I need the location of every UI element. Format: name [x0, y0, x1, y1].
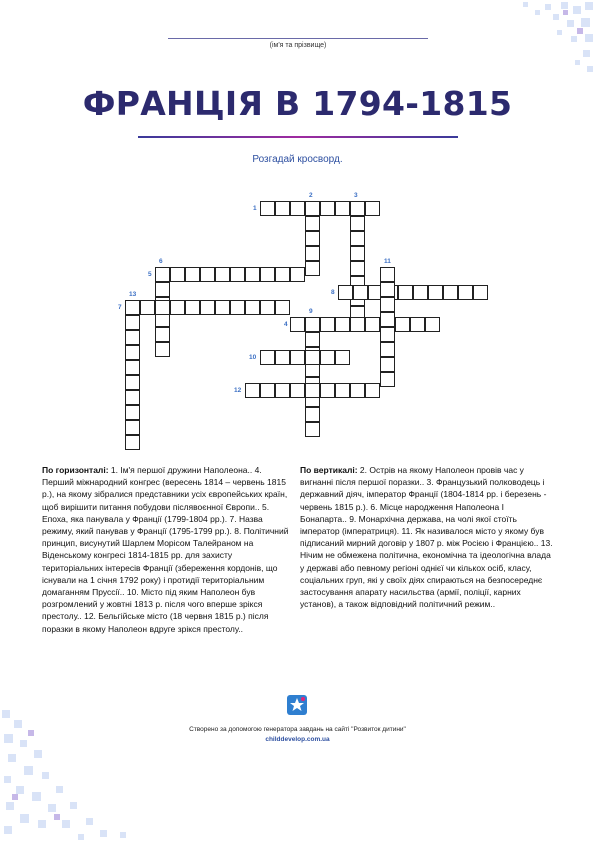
crossword-cell[interactable] [473, 285, 488, 300]
crossword-cell[interactable] [290, 350, 305, 365]
crossword-cell[interactable] [215, 267, 230, 282]
clue-number-2: 2 [309, 192, 313, 199]
crossword-cell[interactable] [290, 383, 305, 398]
crossword-cell[interactable] [380, 327, 395, 342]
crossword-cell[interactable] [350, 216, 365, 231]
crossword-cell[interactable] [305, 383, 320, 398]
crossword-cell[interactable] [185, 267, 200, 282]
crossword-cell[interactable] [155, 342, 170, 357]
crossword-cell[interactable] [335, 201, 350, 216]
crossword-cell[interactable] [365, 201, 380, 216]
crossword-cell[interactable] [305, 246, 320, 261]
crossword-cell[interactable] [380, 357, 395, 372]
crossword-cell[interactable] [428, 285, 443, 300]
crossword-cell[interactable] [275, 201, 290, 216]
crossword-cell[interactable] [125, 345, 140, 360]
crossword-cell[interactable] [350, 201, 365, 216]
crossword-cell[interactable] [458, 285, 473, 300]
crossword-cell[interactable] [305, 317, 320, 332]
crossword-cell[interactable] [200, 267, 215, 282]
crossword-cell[interactable] [380, 297, 395, 312]
crossword-cell[interactable] [305, 422, 320, 437]
crossword-cell[interactable] [125, 375, 140, 390]
crossword-cell[interactable] [155, 267, 170, 282]
crossword-cell[interactable] [305, 350, 320, 365]
crossword-cell[interactable] [320, 383, 335, 398]
crossword-cell[interactable] [125, 390, 140, 405]
crossword-cell[interactable] [410, 317, 425, 332]
crossword-cell[interactable] [350, 317, 365, 332]
crossword-cell[interactable] [260, 201, 275, 216]
crossword-cell[interactable] [125, 435, 140, 450]
crossword-cell[interactable] [350, 261, 365, 276]
clue-number-6: 6 [159, 258, 163, 265]
crossword-cell[interactable] [365, 383, 380, 398]
crossword-cell[interactable] [170, 267, 185, 282]
crossword-cell[interactable] [305, 332, 320, 347]
footer-url[interactable]: childdevelop.com.ua [265, 736, 330, 743]
clue-number-7: 7 [118, 304, 122, 311]
crossword-cell[interactable] [413, 285, 428, 300]
horizontal-clues [42, 464, 292, 635]
crossword-cell[interactable] [275, 350, 290, 365]
clue-number-12: 12 [234, 387, 242, 394]
crossword-cell[interactable] [380, 342, 395, 357]
crossword-cell[interactable] [398, 285, 413, 300]
crossword-cell[interactable] [245, 383, 260, 398]
horizontal-clues-heading: По горизонталі: [42, 465, 109, 475]
crossword-cell[interactable] [395, 317, 410, 332]
crossword-cell[interactable] [335, 317, 350, 332]
clue-number-3: 3 [354, 192, 358, 199]
clue-number-9: 9 [309, 308, 313, 315]
clue-number-4: 4 [284, 321, 288, 328]
crossword-cell[interactable] [380, 312, 395, 327]
crossword-cell[interactable] [200, 300, 215, 315]
crossword-cell[interactable] [125, 405, 140, 420]
crossword-cell[interactable] [125, 330, 140, 345]
crossword-cell[interactable] [290, 317, 305, 332]
crossword-cell[interactable] [155, 282, 170, 297]
horizontal-clues-text: 1. Ім'я першої дружини Наполеона.. 4. Перший міжнародний конгрес (вересень 1814 – червень 1815 р.), на якому зібралися представники усіх європейських країн, щоб вирішити питання побудови післявоєнної Європи.. 5. Епоха, яка панувала у Франції (1799-1804 рр.). 7. Назва режиму, який панував у Франції (1795-1799 рр.). 8. Політичний принцип, висунутий Шарлем Морісом Талейраном на Віденському конгресі 1814-1815 рр. для захисту територіальних інтересів Франції (збереження кордонів, що існували на 1 січня 1792 року) і протидії територіальним домаганням Пруссії.. 10. Місто під яким Наполеон був розгромлений у жовтні 1813 р. після чого вперше зрікся престолу.. 12. Бельгійське місто (18 червня 1815 р.) після поразки в якому Наполеон вдруге зрікся престолу.. [42, 465, 289, 634]
crossword-cell[interactable] [185, 300, 200, 315]
crossword-cell[interactable] [155, 300, 170, 315]
crossword-cell[interactable] [443, 285, 458, 300]
crossword-cell[interactable] [305, 407, 320, 422]
clue-number-11: 11 [384, 258, 391, 265]
crossword-cell[interactable] [338, 285, 353, 300]
vertical-clues-text: 2. Острів на якому Наполеон провів час у вигнанні після першої поразки.. 3. Французький полководець і державний діяч, імператор Франції (1804-1814 рр. і березень - червень 1815 р.). 6. Місце народження Наполеона І Бонапарта.. 9. Монархічна держава, на чолі якої стоїть імператор (імператриця). 11. Як називалося місто у якому був підписаний мирний договір у 1807 р. між Росією і Францією.. 13. Нічим не обмежена політична, економічна та ідеологічна влада у державі або певному регіоні однієї чи кількох осіб, класу, соціальних груп, які у своїх діях спираються на безпосереднє застосування апарату насильства (армії, поліції, карних установ), а також відповідний політичний режим.. [300, 465, 553, 610]
crossword-cell[interactable] [215, 300, 230, 315]
crossword-cell[interactable] [290, 267, 305, 282]
name-caption: (ім'я та прізвище) [269, 42, 327, 49]
crossword-cell[interactable] [305, 231, 320, 246]
vertical-clues [300, 464, 553, 610]
crossword-cell[interactable] [380, 282, 395, 297]
crossword-cell[interactable] [230, 300, 245, 315]
crossword-cell[interactable] [275, 300, 290, 315]
crossword-cell[interactable] [305, 261, 320, 276]
crossword-cell[interactable] [245, 267, 260, 282]
crossword-cell[interactable] [380, 372, 395, 387]
crossword-cell[interactable] [380, 267, 395, 282]
crossword-cell[interactable] [320, 317, 335, 332]
crossword-cell[interactable] [230, 267, 245, 282]
crossword-cell[interactable] [260, 267, 275, 282]
crossword-cell[interactable] [350, 231, 365, 246]
crossword-cell[interactable] [305, 216, 320, 231]
crossword-cell[interactable] [365, 317, 380, 332]
crossword-cell[interactable] [335, 350, 350, 365]
clue-number-13: 13 [129, 291, 137, 298]
crossword-cell[interactable] [335, 383, 350, 398]
clue-number-8: 8 [331, 289, 335, 296]
crossword-cell[interactable] [353, 285, 368, 300]
page-subtitle: Розгадай кросворд. [252, 154, 343, 165]
crossword-cell[interactable] [260, 300, 275, 315]
crossword-cell[interactable] [275, 267, 290, 282]
crossword-cell[interactable] [125, 315, 140, 330]
crossword-cell[interactable] [125, 360, 140, 375]
page-title: ФРАНЦІЯ В 1794-1815 [82, 84, 513, 123]
crossword-cell[interactable] [305, 201, 320, 216]
corner-decoration-bottom-left [0, 690, 200, 842]
crossword-cell[interactable] [425, 317, 440, 332]
site-logo-icon [286, 694, 308, 716]
crossword-cell[interactable] [350, 246, 365, 261]
crossword-cell[interactable] [125, 420, 140, 435]
clue-number-1: 1 [253, 205, 257, 212]
clue-number-10: 10 [249, 354, 257, 361]
crossword-cell[interactable] [320, 350, 335, 365]
footer-credit: Створено за допомогою генератора завдань на сайті "Розвиток дитини" [189, 726, 406, 733]
crossword-cell[interactable] [320, 201, 335, 216]
clue-number-5: 5 [148, 271, 152, 278]
crossword-cell[interactable] [260, 383, 275, 398]
crossword-cell[interactable] [125, 300, 140, 315]
crossword-cell[interactable] [170, 300, 185, 315]
vertical-clues-heading: По вертикалі: [300, 465, 358, 475]
crossword-cell[interactable] [245, 300, 260, 315]
crossword-cell[interactable] [275, 383, 290, 398]
crossword-cell[interactable] [260, 350, 275, 365]
crossword-cell[interactable] [140, 300, 155, 315]
crossword-cell[interactable] [350, 383, 365, 398]
crossword-cell[interactable] [290, 201, 305, 216]
crossword-cell[interactable] [155, 327, 170, 342]
